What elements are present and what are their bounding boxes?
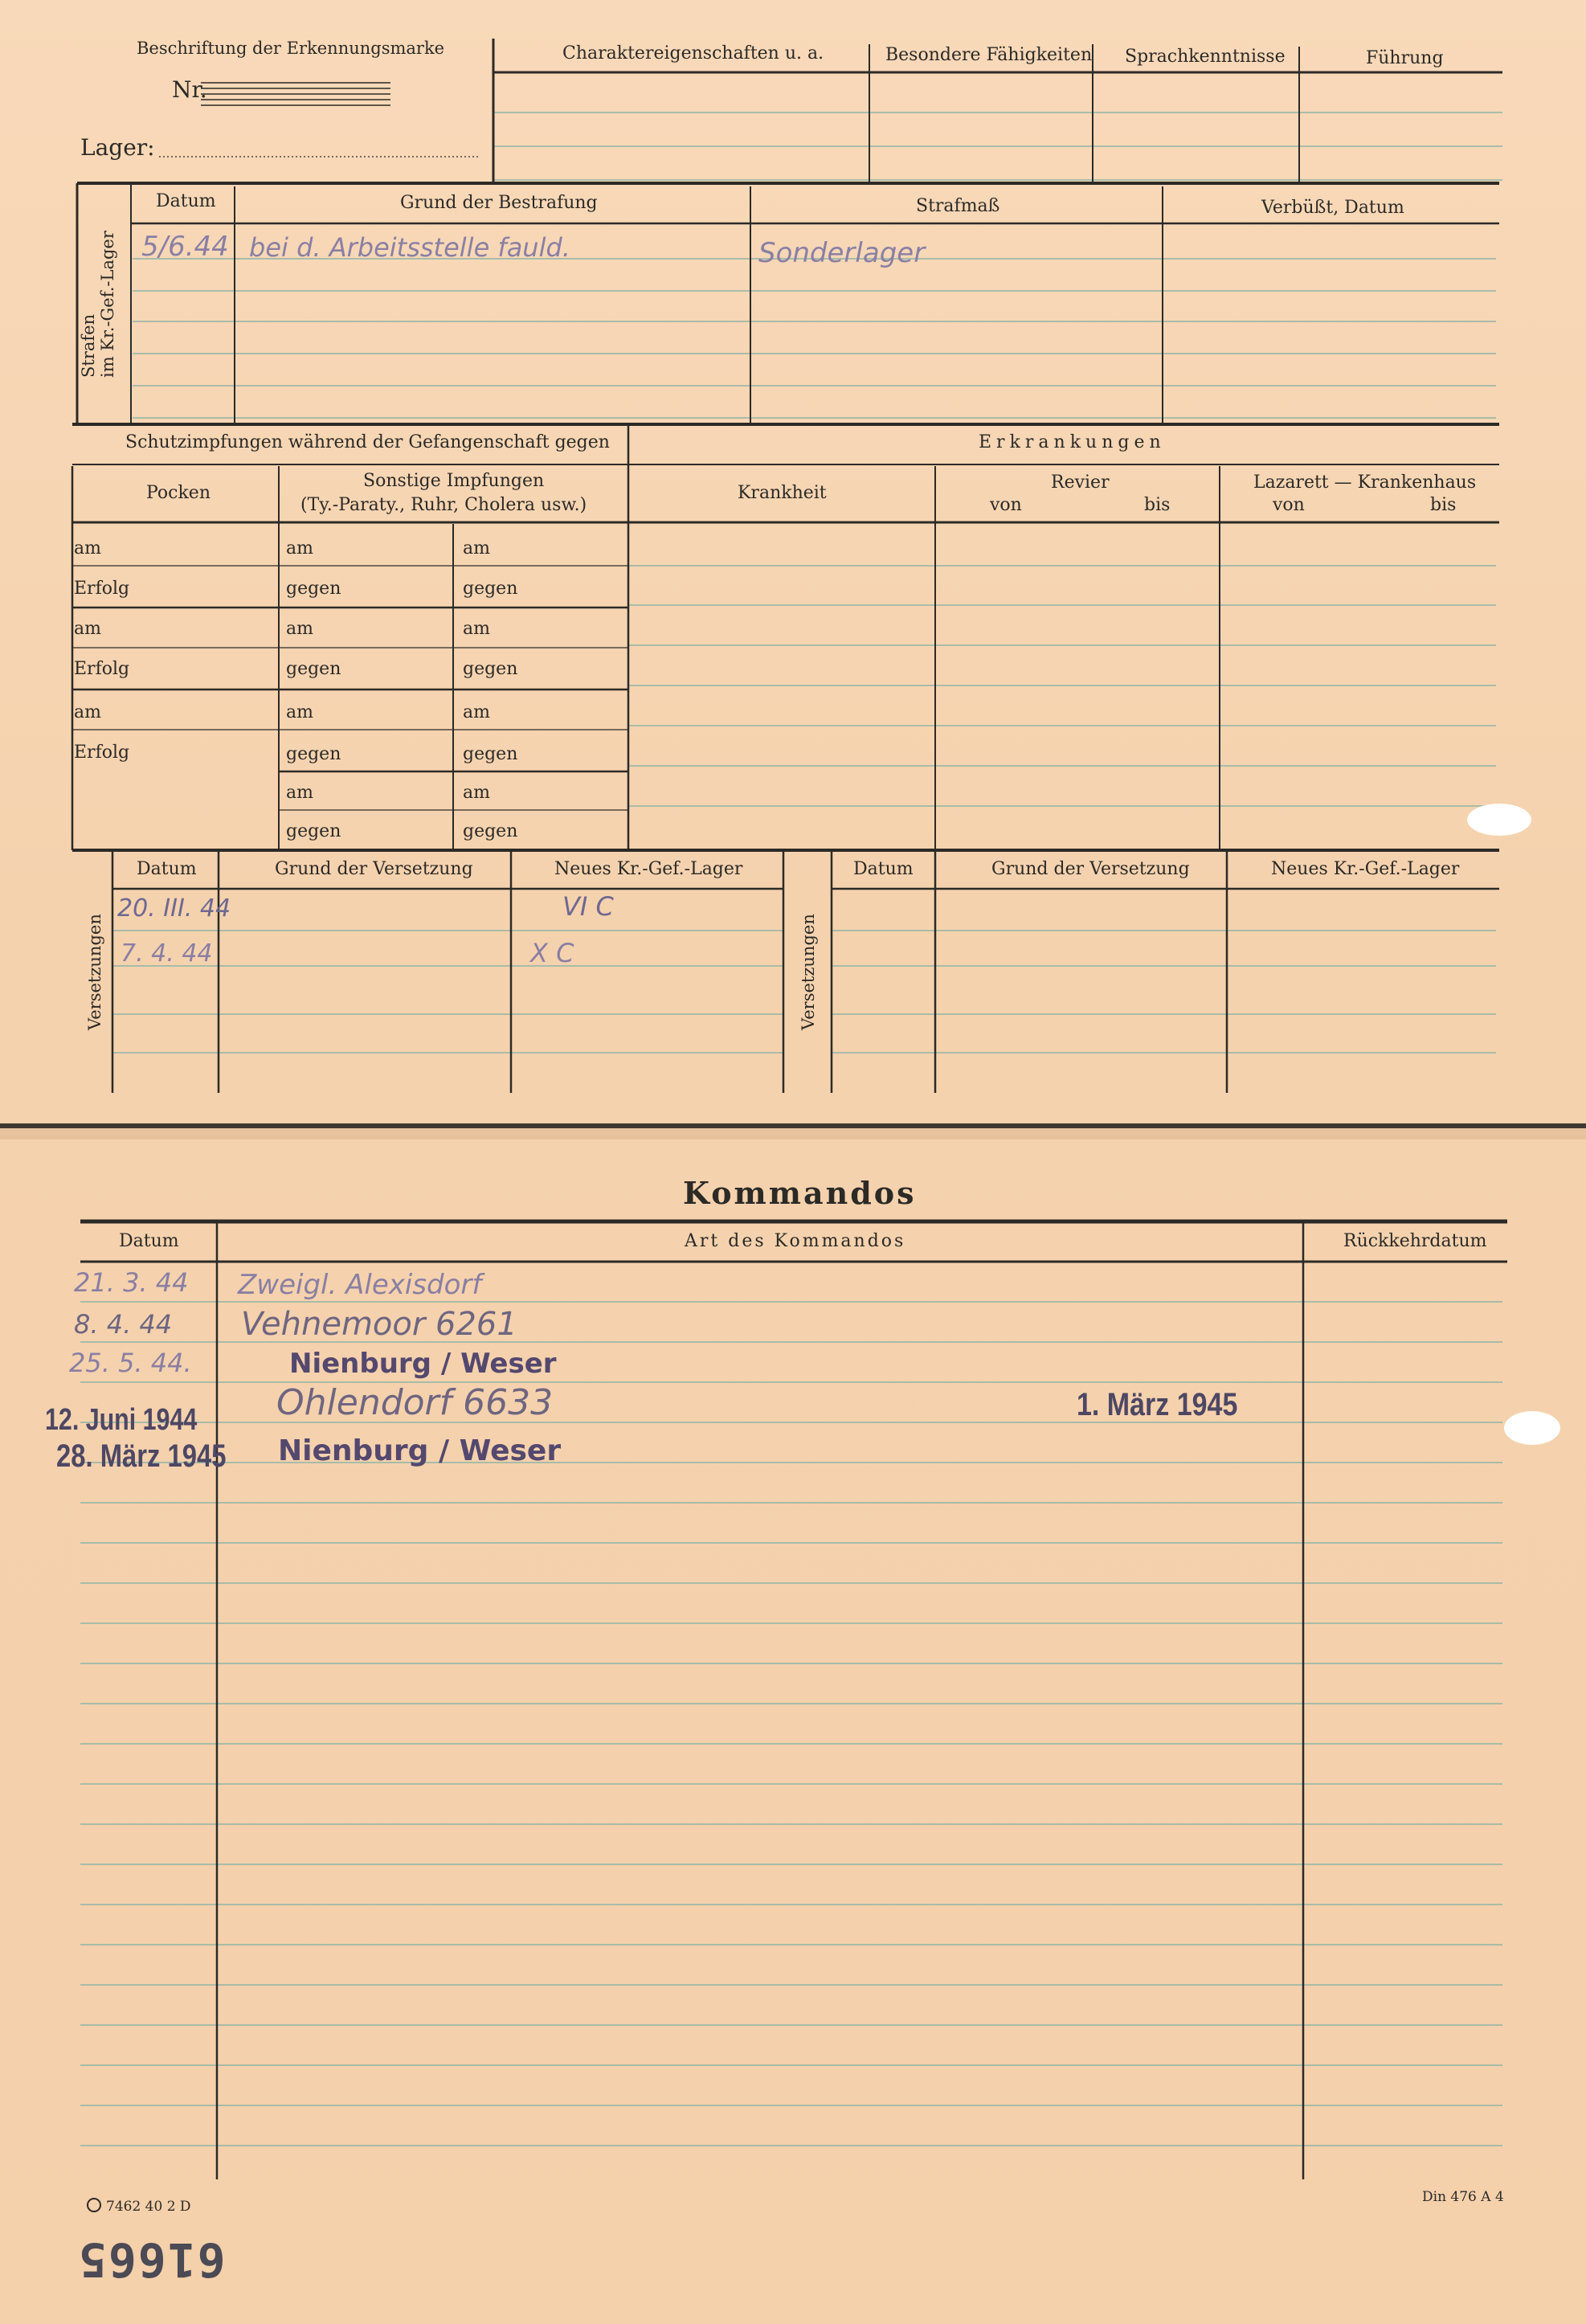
stamped-number: 61665 (77, 2232, 226, 2287)
revier-header: Revier (1051, 473, 1110, 493)
strafen-strafmass-entry: Sonderlager (758, 237, 926, 269)
strafen-header-verbuesst: Verbüßt, Datum (1261, 198, 1404, 218)
kommando-datum-stamp: 12. Juni 1944 (45, 1403, 198, 1437)
versetzungen-header-datum: Datum (853, 859, 914, 879)
lazarett-von: von (1273, 495, 1305, 515)
kommando-datum-entry: 21. 3. 44 (74, 1267, 189, 1298)
versetzung-datum-entry: 7. 4. 44 (121, 939, 213, 968)
erkrankungen-heading: Erkrankungen (979, 432, 1166, 452)
lazarett-bis: bis (1430, 495, 1457, 515)
pocken-row-label: Erfolg (74, 743, 130, 763)
revier-von: von (990, 495, 1022, 515)
torn-edge (1467, 804, 1531, 836)
header-besondere-faehigkeiten: Besondere Fähigkeiten (885, 45, 1093, 65)
sonstige-row-label: am (463, 702, 490, 722)
pocken-row-label: am (74, 619, 101, 639)
strafen-label-line2: im Kr.-Gef.-Lager (98, 231, 118, 378)
revier-bis: bis (1144, 495, 1171, 515)
lazarett-header: Lazarett — Krankenhaus (1253, 473, 1477, 493)
kommando-datum-entry: 25. 5. 44. (69, 1348, 192, 1378)
kommando-art-entry: Vehnemoor 6261 (241, 1306, 517, 1343)
kommando-datum-entry: 8. 4. 44 (74, 1309, 173, 1340)
versetzung-lager-entry: VI C (562, 891, 614, 922)
sonstige-row-label: gegen (463, 821, 518, 841)
schutzimpfungen-heading: Schutzimpfungen während der Gefangenschaft gegen (125, 432, 610, 452)
sonstige-row-label: am (286, 538, 313, 558)
kommando-datum-stamp: 28. März 1945 (56, 1438, 227, 1474)
versetzungen-side-label: Versetzungen (799, 914, 818, 1030)
sonstige-row-label: am (463, 783, 490, 803)
strafen-datum-entry: 5/6.44 (141, 231, 229, 263)
sonstige-row-label: gegen (286, 821, 341, 841)
kommando-art-entry: Ohlendorf 6633 (276, 1382, 554, 1423)
sonstige-row-label: gegen (286, 579, 341, 599)
kommandos-header-art: Art des Kommandos (685, 1231, 906, 1251)
pocken-row-label: Erfolg (74, 659, 130, 679)
kommandos-header-datum: Datum (119, 1231, 179, 1251)
sonstige-row-label: gegen (286, 659, 341, 679)
pocken-header: Pocken (146, 483, 211, 503)
versetzungen-header-datum: Datum (137, 859, 197, 879)
versetzungen-header-grund: Grund der Versetzung (991, 859, 1190, 879)
strafen-header-strafmass: Strafmaß (916, 196, 1000, 216)
strafen-label-line1: Strafen (79, 313, 98, 378)
sonstige-row-label: gegen (286, 744, 341, 764)
lager-label: Lager: (80, 134, 155, 161)
rueckkehr-date-stamp: 1. März 1945 (1077, 1387, 1238, 1422)
print-code-text: 7462 40 2 D (106, 2199, 191, 2215)
versetzungen-header-lager: Neues Kr.-Gef.-Lager (1271, 859, 1460, 879)
erkennungsmarke-heading: Beschriftung der Erkennungsmarke (137, 39, 445, 58)
fold-shadow (0, 1128, 1586, 1139)
kommando-art-stamp: Nienburg / Weser (278, 1434, 562, 1467)
sonstige-row-label: am (286, 783, 313, 803)
sonstige-impfungen-header: Sonstige Impfungen (363, 471, 545, 491)
pocken-row-label: am (74, 702, 101, 722)
sonstige-row-label: gegen (463, 579, 518, 599)
versetzungen-header-lager: Neues Kr.-Gef.-Lager (554, 859, 743, 879)
sonstige-row-label: am (286, 619, 313, 639)
sonstige-row-label: am (463, 619, 490, 639)
strafen-header-grund: Grund der Bestrafung (400, 193, 598, 213)
versetzung-datum-entry: 20. III. 44 (117, 894, 231, 923)
print-code (87, 2198, 191, 2215)
pocken-row-label: am (74, 538, 101, 558)
versetzungen-header-grund: Grund der Versetzung (275, 859, 473, 879)
din-format-label: Din 476 A 4 (1422, 2189, 1504, 2205)
kommando-art-entry: Zweigl. Alexisdorf (238, 1269, 482, 1301)
kommandos-title: Kommandos (683, 1175, 917, 1211)
strafen-grund-entry: bei d. Arbeitsstelle fauld. (249, 232, 570, 263)
krankheit-header: Krankheit (738, 483, 827, 503)
kommando-art-stamp: Nienburg / Weser (289, 1348, 557, 1380)
pocken-row-label: Erfolg (74, 579, 130, 599)
sonstige-row-label: gegen (463, 659, 518, 679)
versetzung-lager-entry: X C (530, 938, 574, 968)
versetzungen-side-label: Versetzungen (85, 914, 104, 1030)
sonstige-row-label: am (286, 702, 313, 722)
strafen-side-label (79, 231, 117, 378)
header-sprachkenntnisse: Sprachkenntnisse (1125, 47, 1286, 67)
kommandos-header-rueckkehr: Rückkehrdatum (1343, 1231, 1487, 1251)
sonstige-row-label: gegen (463, 744, 518, 764)
header-fuehrung: Führung (1366, 48, 1444, 68)
sonstige-row-label: am (463, 538, 490, 558)
header-charaktereigenschaften: Charaktereigenschaften u. a. (562, 43, 824, 63)
nr-label: Nr. (172, 76, 207, 103)
sonstige-impfungen-subheader: (Ty.-Paraty., Ruhr, Cholera usw.) (300, 495, 587, 515)
torn-edge (1504, 1411, 1560, 1445)
strafen-header-datum: Datum (156, 191, 216, 211)
printer-mark-icon (87, 2198, 101, 2212)
